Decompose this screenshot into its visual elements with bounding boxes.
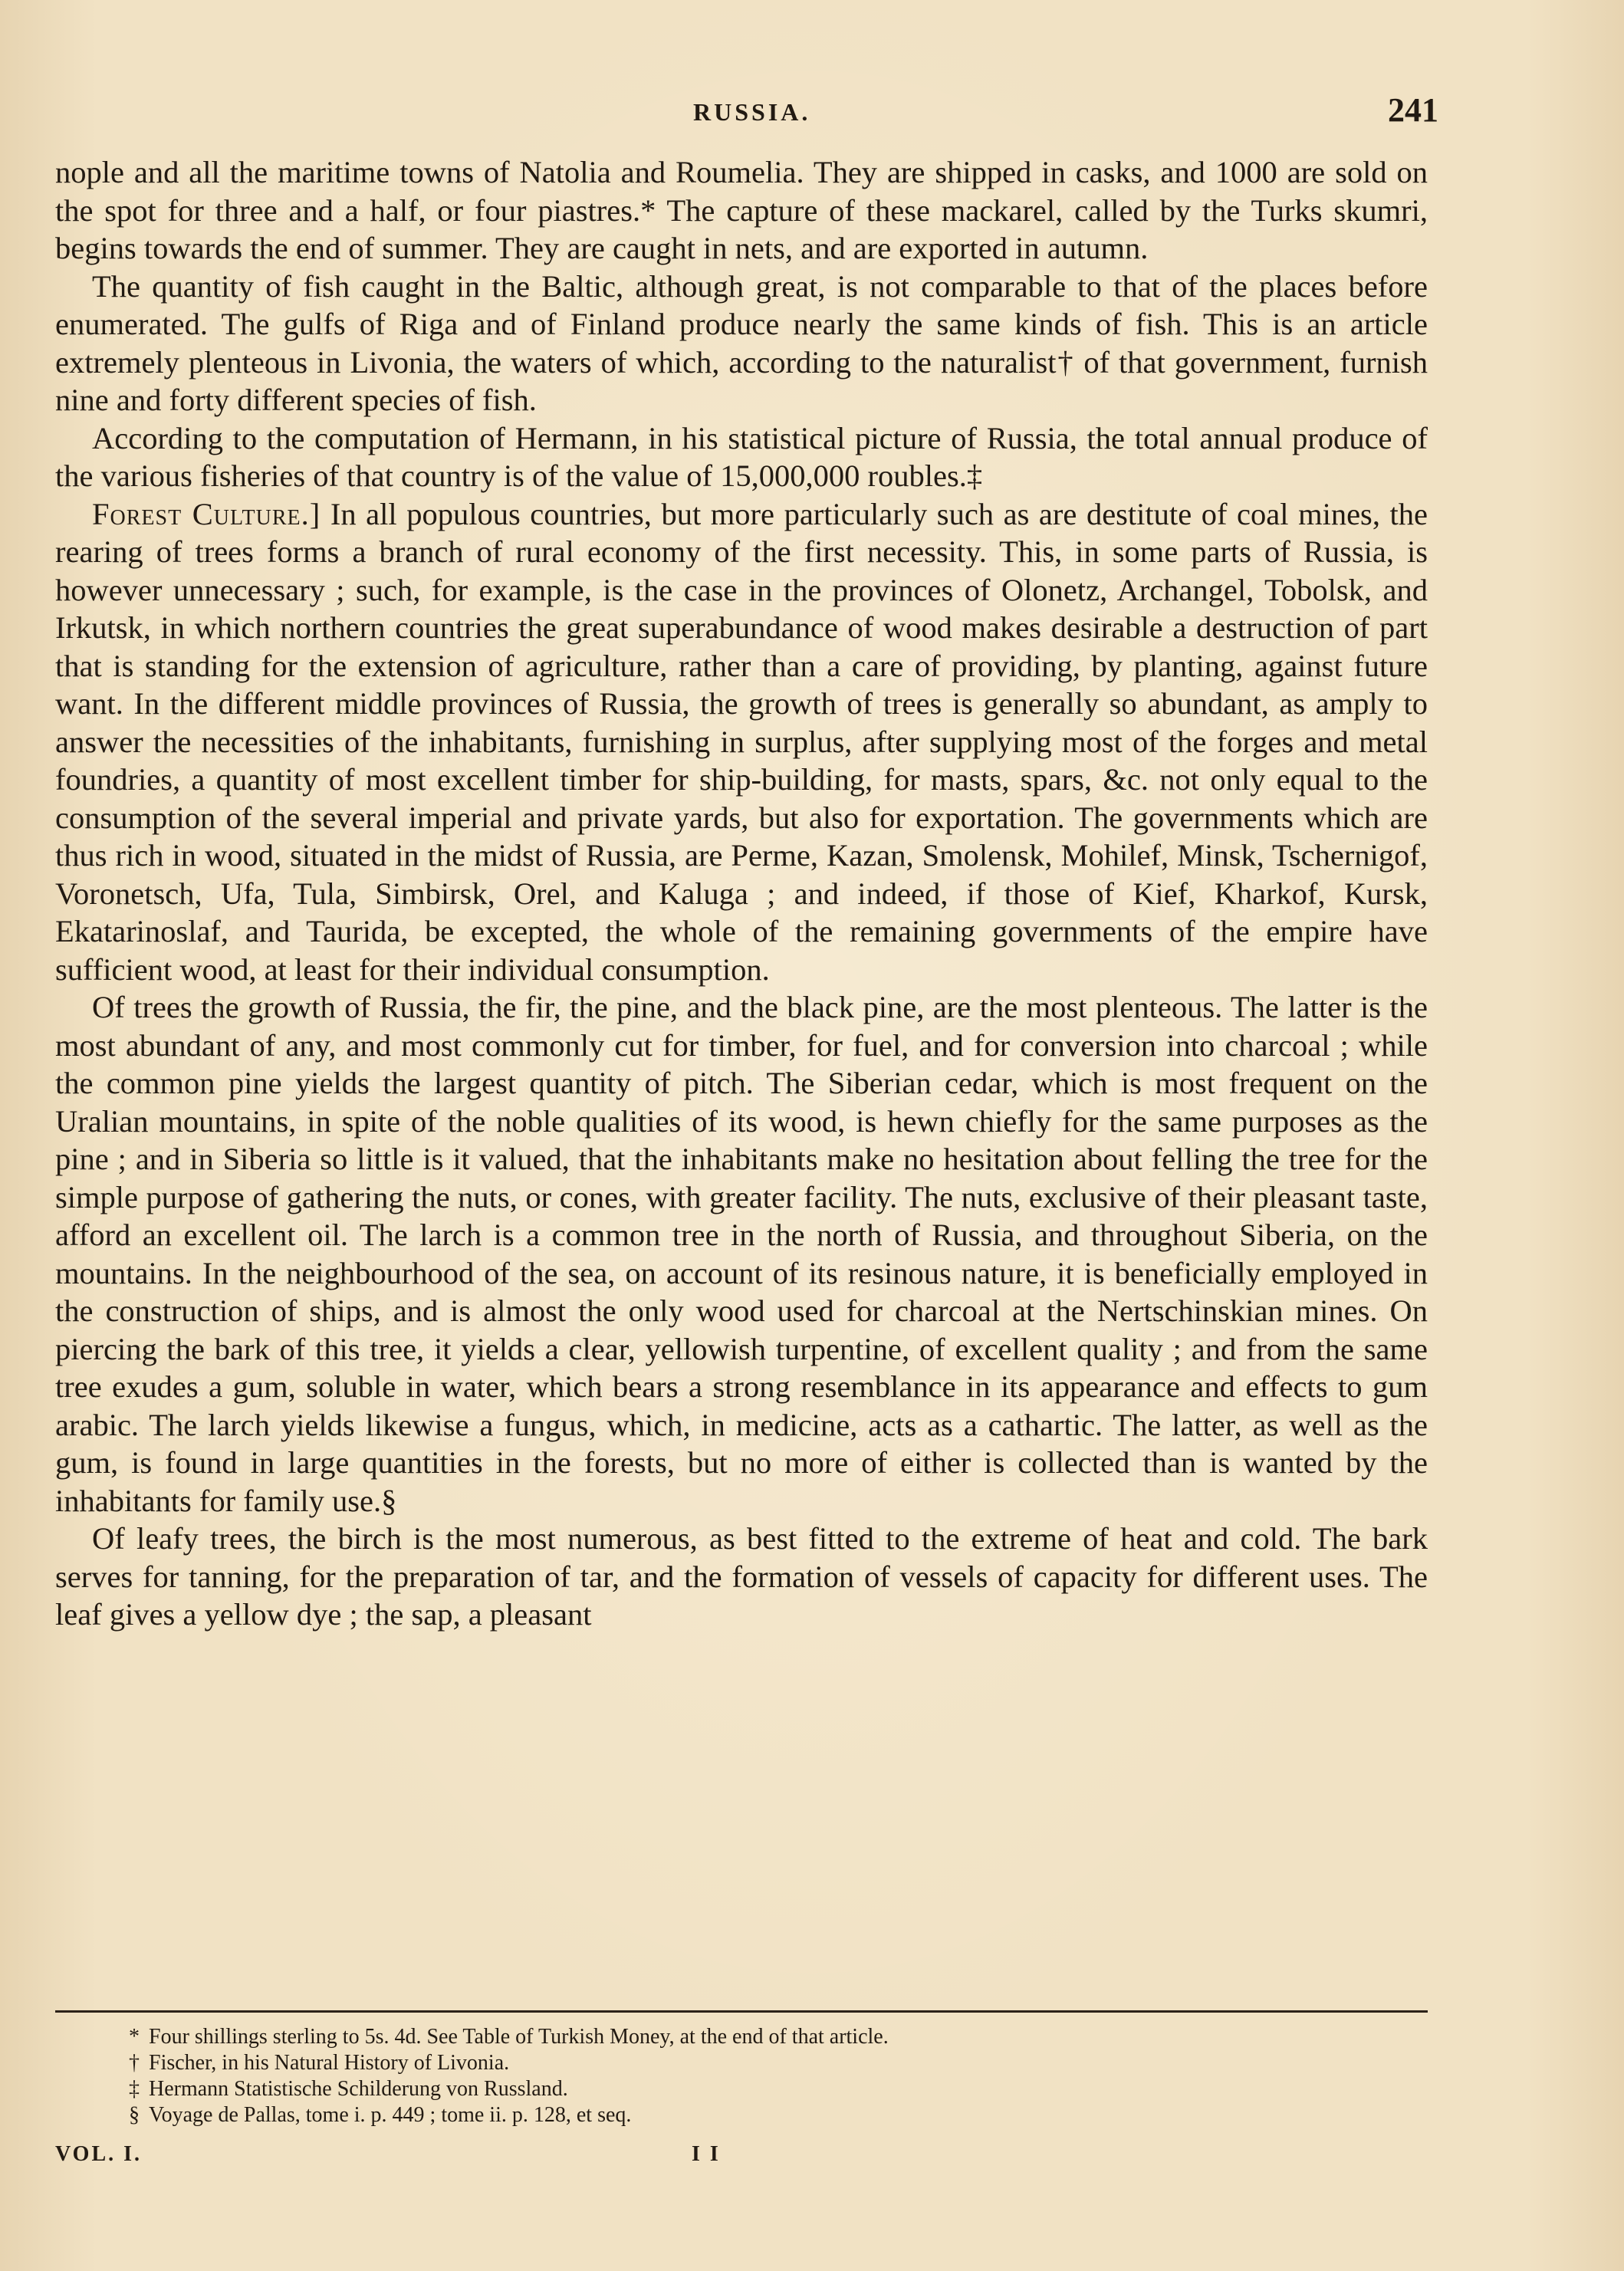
- footnote: [129, 2050, 1279, 2076]
- paragraph-leafy-trees: Of leafy trees, the birch is the most numerous, as best fitted to the extreme of heat and cold. The bark serves for tanning, for the preparation of tar, and the formation of vessels of capacity for different uses. The leaf gives a yellow dye ; the sap, a pleasant: [55, 1521, 1428, 1632]
- footnotes: [129, 2024, 1279, 2128]
- footnote-mark: ‡: [129, 2077, 140, 2101]
- footnote: [129, 2024, 1279, 2050]
- footnote: [129, 2102, 1279, 2128]
- running-title: RUSSIA.: [693, 98, 811, 126]
- page-number: 241: [1388, 91, 1438, 129]
- body-text: [55, 153, 1428, 1634]
- footnote-text: Four shillings sterling to 5s. 4d. See Table of Turkish Money, at the end of that article.: [149, 2025, 889, 2049]
- footnote-text: Fischer, in his Natural History of Livonia.: [149, 2051, 510, 2075]
- footnote: [129, 2076, 1279, 2102]
- paragraph-continued: nople and all the maritime towns of Natolia and Roumelia. They are shipped in casks, and 1000 are sold on the spot for three and a half, or four piastres.* The capture of these mackarel, called by the Turks skumri, begins towards the end of summer. They are caught in nets, and are exported in autumn.: [55, 155, 1428, 265]
- footnote-rule: [55, 2010, 1428, 2013]
- footnote-mark: †: [129, 2051, 140, 2075]
- paragraph-hermann: According to the computation of Hermann, in his statistical picture of Russia, the total annual produce of the various fisheries of that country is of the value of 15,000,000 roubles.‡: [55, 420, 1428, 493]
- signature-mark: I I: [692, 2142, 721, 2166]
- paragraph-forest-culture: [55, 495, 1428, 989]
- footnote-text: Hermann Statistische Schilderung von Russland.: [149, 2077, 568, 2101]
- volume-label: VOL. I.: [55, 2142, 143, 2166]
- section-heading: Forest Culture.]: [92, 496, 321, 531]
- page-header: [55, 90, 1438, 136]
- paragraph-forest-culture-text: In all populous countries, but more particularly such as are destitute of coal mines, the rearing of trees forms a branch of rural economy of the first necessity. This, in some parts of Russia, is however unnecessary ; such, for example, is the case in the provinces of Olonetz, Archangel, Tobolsk, and Irkutsk, in which northern countries the great superabundance of wood makes desirable a destruction of part that is standing for the extension of agriculture, rather than a care of providing, by planting, against future want. In the different middle provinces of Russia, the growth of trees is generally so abundant, as amply to answer the necessities of the inhabitants, furnishing in surplus, after supplying most of the forges and metal foundries, a quantity of most excellent timber for ship-building, for masts, spars, &c. not only equal to the consumption of the several imperial and private yards, but also for exportation. The governments which are thus rich in wood, situated in the midst of Russia, are Perme, Kazan, Smolensk, Mohilef, Minsk, Tschernigof, Voronetsch, Ufa, Tula, Simbirsk, Orel, and Kaluga ; and indeed, if those of Kief, Kharkof, Kursk, Ekatarinoslaf, and Taurida, be excepted, the whole of the remaining governments of the empire have sufficient wood, at least for their individual consumption.: [55, 496, 1428, 987]
- page-signature: [55, 2142, 822, 2173]
- paragraph-conifers: Of trees the growth of Russia, the fir, the pine, and the black pine, are the most plenteous. The latter is the most abundant of any, and most commonly cut for timber, for fuel, and for conversion into charcoal ; while the common pine yields the largest quantity of pitch. The Siberian cedar, which is most frequent on the Uralian mountains, in spite of the noble qualities of its wood, is hewn chiefly for the same purposes as the pine ; and in Siberia so little is it valued, that the inhabitants make no hesitation about felling the tree for the simple purpose of gathering the nuts, or cones, with greater facility. The nuts, exclusive of their pleasant taste, afford an excellent oil. The larch is a common tree in the north of Russia, and throughout Siberia, on the mountains. In the neighbourhood of the sea, on account of its resinous nature, it is beneficially employed in the construction of ships, and is almost the only wood used for charcoal at the Nertschinskian mines. On piercing the bark of this tree, it yields a clear, yellowish turpentine, of excellent quality ; and from the same tree exudes a gum, soluble in water, which bears a strong resemblance in its appearance and effects to gum arabic. The larch yields likewise a fungus, which, in medicine, acts as a cathartic. The latter, as well as the gum, is found in large quantities in the forests, but no more of either is collected than is wanted by the inhabitants for family use.§: [55, 990, 1428, 1518]
- paragraph-baltic-fish: The quantity of fish caught in the Baltic, although great, is not comparable to that of the places before enumerated. The gulfs of Riga and of Finland produce nearly the same kinds of fish. This is an article extremely plenteous in Livonia, the waters of which, according to the naturalist† of that government, furnish nine and forty different species of fish.: [55, 268, 1428, 417]
- footnote-mark: *: [129, 2025, 140, 2049]
- footnote-mark: §: [129, 2103, 140, 2127]
- footnote-text: Voyage de Pallas, tome i. p. 449 ; tome ii. p. 128, et seq.: [149, 2103, 632, 2127]
